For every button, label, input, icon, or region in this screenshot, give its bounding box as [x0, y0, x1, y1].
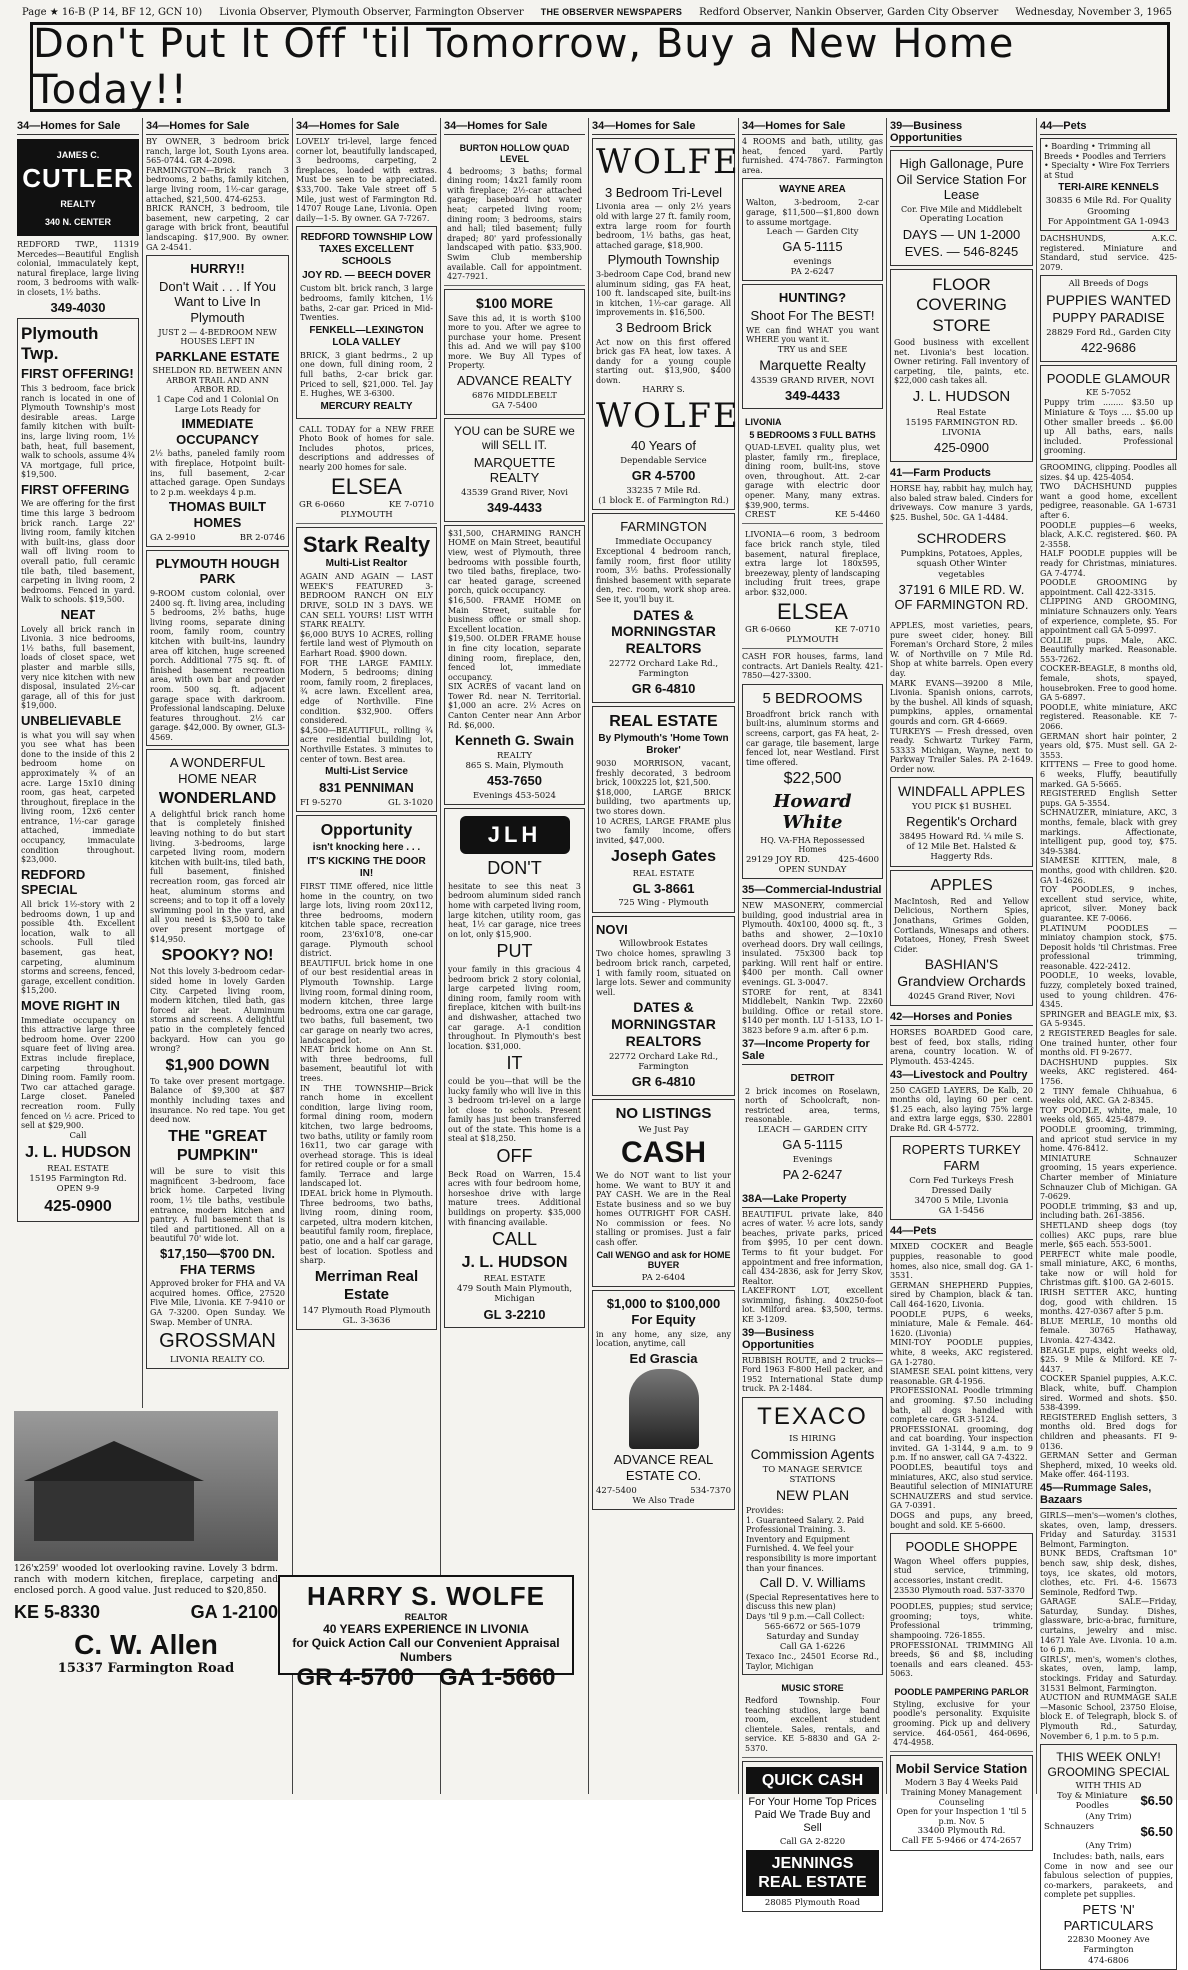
listing-text: TOY POODLE, white, male, 10 weeks old, $65. 425-4879.: [1040, 1105, 1177, 1125]
papers-right: Redford Observer, Nankin Observer, Garden City Observer: [699, 6, 999, 18]
section-heading: 44—Pets: [1040, 118, 1177, 135]
listing-text: HORSES BOARDED Good care, best of feed, box stalls, riding arena, country location. W. of Plymouth. 453-4245.: [890, 1028, 1033, 1066]
listing-text: 4 ROOMS and bath, utility, gas heat, fenced yard. Partly furnished. 474-7867. Farmington area.: [742, 137, 883, 175]
listing-text: POODLE puppies—6 weeks, black, A.K.C. registered. $60. PA 2-3558.: [1040, 520, 1177, 549]
stark-realty-ad: Stark Realty Multi-List Realtor AGAIN AND AGAIN — LAST WEEK'S FEATURED 3-BEDROOM RANCH ON ELY DRIVE, SOLD IN 3 DAYS. WE CAN SELL YOURS! LIST WITH STARK REALTY. $6,000 BUYS 10 ACRES, rolling fertile land west of Plymouth on Earhart Road. $900 down. FOR THE LARGE FAMILY. Modern, 5 bedrooms; dining room, family room, 2 fireplaces, ¾ acre lawn. Excellent area, edge of Northville. Fine condition. $32,900. Offers considered. $4,500—BEAUTIFUL, rolling ¾ acre residential building lot, Northville Estates. 3 minutes to center of town. Best area. Multi-List Service 831 PENNIMAN FI 9-5270 GL 3-1020: [296, 527, 437, 812]
allen-ad: [14, 1408, 278, 1794]
listing-text: MINI-TOY POODLE puppies, white, 8 weeks, AKC registered. GA 1-2780.: [890, 1338, 1033, 1367]
listing-text: GERMAN SHEPHERD Puppies, sired by Champion, black & tan. Call 464-1620, Livonia.: [890, 1280, 1033, 1309]
listing-text: PERFECT white male poodle, small miniature, AKC, 6 months, take now or will hold for Christmas gift. $100. GA 2-6015.: [1040, 1249, 1177, 1288]
jlh-emblem: JLH: [460, 816, 570, 854]
listing-text: REDFORD TWP., 11319 Mercedes—Beautiful English colonial, immaculately kept, natural fireplace, large living room, 3 bedrooms with walk-in closets, 1½ baths.: [17, 240, 139, 297]
page-number: Page ★ 16-B (P 14, BF 12, GCN 10): [22, 6, 203, 18]
section-heading: 37—Income Property for Sale: [742, 1036, 883, 1065]
listing-text: GERMAN short hair pointer, 2 years old, $75. Must sell. GA 2-3553.: [1040, 731, 1177, 760]
classified-columns: [14, 118, 1180, 1966]
listing-text: BRICK RANCH, 3 bedroom, tile basement, new carpeting, 2 car garage with brick front, beautiful landscaping. $17,900. By owner. GA 2-4541.: [146, 204, 289, 252]
listing-text: GIRLS—men's—women's clothes, skates, oven, lamp, dressers. Friday and Saturday. 31531 Belmont, Farmington.: [1040, 1510, 1177, 1549]
house-photo: [14, 1411, 278, 1561]
hudson-ad: Plymouth Twp. FIRST OFFERING! This 3 bedroom, face brick ranch is located in one of Plymouth Township's most desirable areas. Large family kitchen with built-ins, large living room, 1½ bath, heat, full basement, walk to schools, assume 4¾ VA mortgage, full price, $19,500. FIRST OFFERING We are offering for the first time this large 3 bedroom brick ranch. Large 22' living room, family kitchen with built-ins, glass door wall off living room to overall patio, full ceramic tile bath, tiled basement, carpeting in living room, 2 bedrooms. Fenced in yard. Walk to schools. $19,500. NEAT Lovely all brick ranch in Livonia. 3 nice bedrooms, 1½ baths, full basement, loads of closet space, wet plaster and marble sills, very nice kitchen with new disposal, insulated 2½-car garage, all of this for just $19,000. UNBELIEVABLE is what you will say when you see what has been done to the inside of this 2 bedroom home on approximately ¾ of an acre. Large 15x10 dining room, gas heat, carpeted throughout, fireplace in the living room, 12x6 center entrance, 1½-car garage attached, immediate occupancy, immaculate condition throughout. $23,000. REDFORD SPECIAL All brick 1½-story with 2 bedrooms down, 1 up and possible 4th. Excellent location, walk to all schools. Full tiled basement, gas heat, carpeting, aluminum storms and screens, fenced, garage, excellent condition. $15,200. MOVE RIGHT IN Immediate occupancy on this attractive large three bedroom home. Over 2200 square feet of living area. Extras include fireplace, carpeting throughout. Dining room. Family room. Two car attached garage. Large closet. Paneled recreation room. Fully fenced on ½ acre. Priced to sell at $29,900. Call J. L. HUDSON REAL ESTATE 15195 Farmington Rd. OPEN 9-9 425-0900: [17, 318, 139, 1222]
papers-left: Livonia Observer, Plymouth Observer, Farmington Observer: [219, 6, 524, 18]
mobil-ad: Mobil Service Station Modern 3 Bay 4 Weeks Paid Training Money Management Counseling Open for your Inspection 1 'til 5 p.m. Nov. 5 33400 Plymouth Rd. Call FE 5-9466 or 474-2657: [890, 1755, 1033, 1851]
burton-hollow-listing: BURTON HOLLOW QUAD LEVEL 4 bedrooms; 3 baths; formal dining room; 14x21 family room with fireplace; 2½-car attached garage; baseboard hot water heat; carpeted living room; dining room; 3 bedrooms, stairs and hall; tiled basement; fully draped; 80' yard professionally landscaped with patio. $33,900. Swim Club membership available. Call for appointment. 427-7921.: [444, 138, 585, 286]
column-5: [588, 118, 738, 1794]
bashian-ad: APPLES MacIntosh, Red and Yellow Delicious, Northern Spies, Jonathans, Grimes Golden, Cortlands, Winesaps and others. Potatoes, Honey, Fresh Sweet Cider. BASHIAN'S Grandview Orchards 40245 Grand River, Novi: [890, 870, 1033, 1007]
marquette-realty-ad: YOU can be SURE we will SELL IT. MARQUETTE REALTY 43539 Grand River, Novi 349-4433: [444, 418, 585, 522]
listing-text: TOY POODLES, 9 inches, excellent stud service, white, apricot, silver. Money back guarantee. KE 7-0066.: [1040, 885, 1177, 923]
listing-text: POODLE GROOMING by appointment. Call 422-3315.: [1040, 578, 1177, 597]
wolfe-ad: WOLFE 3 Bedroom Tri-Level Livonia area — only 2½ years old with large 27 ft. family room, extra large room for fourth bedroom, 1½ baths, gas heat, attached garage, $18,900. Plymouth Township 3-bedroom Cape Cod, brand new aluminum siding, gas FA heat, 100 ft. landscaped site, built-ins in kitchen, 1½-car garage. All improvements in. $16,500. 3 Bedroom Brick Act now on this first offered brick gas FA heat, low taxes. A dandy for a young couple starting out. $13,900, $400 down. HARRY S. WOLFE 40 Years of Dependable Service GR 4-5700 33235 7 Mile Rd. (1 block E. of Farmington Rd.): [592, 138, 735, 510]
listing-text: COLLIE pups. Male, AKC. Beautifully marked. Reasonable. 553-7262.: [1040, 635, 1177, 664]
listing-text: NEW MASONERY, commercial building, good industrial area in Plymouth. 40x100, 4000 sq. ft., 3 baths and shower, 2—10x10 overhead doors. Dry wall ceilings, insulated. 75x300 back top parking. Will rent half or entire. $400 per month. Call owner evenings. GL 3-0047.: [742, 901, 883, 988]
listing-text: POODLE trimming, $3 and up, including bath. 261-3856.: [1040, 1201, 1177, 1221]
listing-text: POODLES, beautiful toys and miniatures, AKC, also stud service. Beautiful selection of MINIATURE SCHNAUZERS and stud service. GA 7-0391.: [890, 1463, 1033, 1511]
listing-text: 2 REGISTERED Beagles for sale. One trained hunter, other four months old. FI 9-2677.: [1040, 1029, 1177, 1058]
listing-text: POODLE PUPS, 6 weeks, miniature, Male & Female. 464-1620. (Livonia): [890, 1309, 1033, 1338]
listing-text: HALF POODLE puppies will be ready for Christmas, miniatures. GA 7-4774.: [1040, 549, 1177, 578]
column-6: [738, 118, 886, 1908]
listing-text: MARK EVANS—39200 8 Mile, Livonia. Spanish onions, carrots, by the bushel. All kinds of squash, pumpkins, apples, ornamental gourds and corn. GR 4-6669.: [890, 678, 1033, 726]
listing-text: TURKEYS — Fresh dressed, oven ready. Schwartz Turkey Farm, 53333 Michigan, Wayne, next to Parkway Trailer Sales. PA 2-1649. Order now.: [890, 726, 1033, 774]
hudson-floor-ad: FLOOR COVERING STORE Good business with excellent net. Livonia's best location. Owner retiring. Fall inventory of carpeting, tile, paints, etc. $22,000 cash takes all. J. L. HUDSON Real Estate 15195 FARMINGTON RD. LIVONIA 425-0900: [890, 269, 1033, 462]
listing-text: CASH FOR houses, farms, land contracts. Art Daniels Realty. 421-7850—427-3300.: [742, 652, 883, 681]
listing-text: PLATINUM POODLES — miniatoy champion stock, $75. Deposit holds 'til Christmas. Free professional trimming, reasonable. 422-2412.: [1040, 923, 1177, 971]
section-heading: 43—Livestock and Poultry: [890, 1067, 1033, 1084]
poodle-glamour-ad: POODLE GLAMOUR KE 5-7052 Puppy trim ........ $3.50 up Miniature & Toys .... $5.00 up Other smaller breeds .. $6.00 up All baths, ears, nails included. Professional grooming.: [1040, 365, 1177, 460]
listing-text: COCKER-BEAGLE, 8 months old, female, shots, spayed, housebroken. Free to good home. GA 5-6897.: [1040, 664, 1177, 703]
dates-morningstar-ad-1: FARMINGTON Immediate Occupancy Exceptional 4 bedroom ranch, family room, first floor utility room, 3½ baths. Professionally finished basement with separate den, rec. room, work shop area. See it, you'll buy it. DATES & MORNINGSTAR REALTORS 22772 Orchard Lake Rd., Farmington GR 6-4810: [592, 513, 735, 703]
listing-text: REGISTERED English setters, 3 months old. Bred dogs for children and pheasants. FI 9-0136.: [1040, 1412, 1177, 1451]
column-7: [886, 118, 1036, 1847]
listing-text: CLIPPING AND GROOMING, miniature Schnauzers only. Years of experience, complete, $5. For appointment call GA 5-0997.: [1040, 597, 1177, 636]
advance-real-estate-ad: $1,000 to $100,000 For Equity in any home, any size, any location, anytime, call Ed Grascia ADVANCE REAL ESTATE CO. 427-5400 534-7370 We Also Trade: [592, 1290, 735, 1510]
listing-text: PROFESSIONAL grooming, dog and cat boarding. Your inspection invited. GA 1-3144, 9 a.m. to 9 p.m. If no answer, call GA 7-4322.: [890, 1424, 1033, 1463]
section-heading: 34—Homes for Sale: [742, 118, 883, 135]
listing-text: MINIATURE Schnauzer grooming, 15 years experience. Charter member of Miniature Schnauzer Club of Michigan. GA 7-0629.: [1040, 1153, 1177, 1202]
listing-text: POODLE, white miniature, AKC registered. Reasonable. KE 7-2066.: [1040, 702, 1177, 732]
marquette-realty-ad-2: HUNTING? Shoot For The BEST! WE can find WHAT you want WHERE you want it. TRY us and SEE Marquette Realty 43539 GRAND RIVER, NOVI 349-4433: [742, 284, 883, 409]
leach-ad-2: DETROIT 2 brick incomes on Roselawn, north of Schoolcraft, non-restricted area, terms, reasonable. LEACH — GARDEN CITY GA 5-1115 Evenings PA 2-6247: [745, 1072, 880, 1182]
listing-text: FARMINGTON—Brick ranch 3 bedrooms, 2 baths, family kitchen, large living room, 1½-car garage, attached, $21,500. 474-6253.: [146, 165, 289, 204]
listing-text: POODLES, puppies; stud service; grooming; toys, white. Professional trimming, shampooing. 726-1855.: [890, 1602, 1033, 1640]
gates-real-estate-ad: REAL ESTATE By Plymouth's 'Home Town Broker' 9030 MORRISON, vacant, freshly decorated, 3 bedroom brick, 100x225 lot, $21,500. $18,000, LARGE BRICK building, two apartments up, two stores down. 10 ACRES, LARGE FRAME plus two family income, offers invited, $47,000. Joseph Gates REAL ESTATE GL 3-8661 725 Wing - Plymouth: [592, 706, 735, 913]
listing-text: 2 TINY female Chihuahua, 6 weeks old, AKC. GA 2-8345.: [1040, 1086, 1177, 1106]
listing-text: POODLE, 10 weeks, lovable, fuzzy, completely boxed trained, used to young children. 476-4345.: [1040, 971, 1177, 1010]
listing-text: KITTENS — Free to good home. 6 weeks, Fluffy, beautifully marked. GA 5-5665.: [1040, 760, 1177, 789]
listing-text: PROFESSIONAL Poodle trimming and grooming. $7.50 including bath, all dogs handled with complete care. GR 3-5124.: [890, 1386, 1033, 1425]
harry-wolfe-banner-ad: HARRY S. WOLFE REALTOR 40 YEARS EXPERIENCE IN LIVONIA for Quick Action Call our Convenient Appraisal Numbers GR 4-5700 GA 1-5660: [278, 1575, 574, 1675]
puppy-paradise-ad: All Breeds of Dogs PUPPIES WANTED PUPPY PARADISE 28829 Ford Rd., Garden City 422-9686: [1040, 275, 1177, 361]
listing-text: SCHNAUZER, miniature, AKC, 3 months, female, black with grey markings. Affectionate, intelligent pup, good toy, $75. 349-5384.: [1040, 808, 1177, 856]
listing-text: BEAGLE pups, eight weeks old, $25. 9 Mile & Milford. KE 7-4437.: [1040, 1345, 1177, 1374]
merriman-ad: Opportunity isn't knocking here . . . IT'S KICKING THE DOOR IN! FIRST TIME offered, nice little home in the country, on two large lots, living room 20x112, three bedrooms, modern kitchen table space, recreation room, 23'6x10'8, one-car garage. Plymouth school district. BEAUTIFUL brick home in one of our best residential areas in Plymouth Township. Large living room, formal dining room, modern kitchen, three large bedrooms, extra one car garage, two baths, full basement, two car garage on nearly two acres, landscaped lot. NEAT brick home on Ann St. with three bedrooms, full basement, beautiful lot with trees. IN THE TOWNSHIP—Brick ranch home in excellent condition, large living room, formal dining room, modern kitchen, two large bedrooms, two baths, utility or family room 16x11, two car garage with overhead storage. This is ideal for retired couple or for a small family. Terrace and large landscaped lot. IDEAL brick home in Plymouth. Three bedrooms, two baths, living room, dining room, carpeted, ultra modern kitchen, beautiful family room, fireplace, patio, one and a half car garage, best of location. Spotless and sharp. Merriman Real Estate 147 Plymouth Road Plymouth GL. 3-3636: [296, 815, 437, 1330]
listing-text: 250 CAGED LAYERS, De Kalb, 20 months old, laying 60 per cent. $1.25 each, also laying 75% large and extra large eggs, $30. 22801 Drake Rd. GR 4-5772.: [890, 1085, 1033, 1133]
headline-banner: Don't Put It Off 'til Tomorrow, Buy a New Home Today!!: [30, 22, 1170, 112]
listing-text: POODLE grooming, trimming, and apricot stud service in my home. 476-8412.: [1040, 1124, 1177, 1154]
pure-oil-ad: High Gallonage, Pure Oil Service Station For Lease Cor. Five Mile and Middlebelt Operating Location DAYS — UN 1-2000 EVES. — 546-8245: [890, 150, 1033, 266]
schroders-ad: SCHRODERS Pumpkins, Potatoes, Apples, squash Other Winter vegetables 37191 6 MILE RD. W. OF FARMINGTON RD.: [894, 530, 1029, 613]
advance-realty-ad: $100 MORE Save this ad, it is worth $100 more to you. After we agree to purchase your home. Present this ad. And we will pay $100 more. We Buy All Types of Property. ADVANCE REALTY 6876 MIDDLEBELT GA 7-5400: [444, 289, 585, 415]
listing-text: LAKEFRONT LOT, excellent swimming, fishing. 40x250-foot lot. Milford area. $3,500, terms. KE 3-1209.: [742, 1286, 883, 1325]
section-heading: 41—Farm Products: [890, 465, 1033, 482]
section-heading: 34—Homes for Sale: [17, 118, 139, 135]
section-heading: 34—Homes for Sale: [296, 118, 437, 135]
section-heading: 42—Horses and Ponies: [890, 1009, 1033, 1026]
section-heading: 35—Commercial-Industrial: [742, 882, 883, 899]
listing-text: GARAGE SALE—Friday, Saturday, Sunday. Dishes, glassware, bric-a-brac, furniture, curtains, jewelry and misc. 14671 Yale Ave. Livonia. 10 a.m. to 6 p.m.: [1040, 1597, 1177, 1655]
pets-n-particulars-ad: THIS WEEK ONLY! GROOMING SPECIAL WITH THIS AD Toy & Miniature Poodles $6.50 (Any Trim) Schnauzers $6.50 (Any Trim) Includes: bath, nails, ears Come in now and see our fabulous selection of puppies, co-markers, parakeets, and complete pet supplies. PETS 'N' PARTICULARS 22830 Mooney Ave Farmington 474-6806: [1040, 1744, 1177, 1970]
section-heading: 44—Pets: [890, 1223, 1033, 1240]
listing-text: BY OWNER, 3 bedroom brick ranch, large lot, South Lyons area. 565-0744. GR 4-2098.: [146, 137, 289, 166]
listing-text: SHETLAND sheep dogs (toy collies) AKC pups, rare blue merle, $65 each. 553-5001.: [1040, 1220, 1177, 1250]
music-store-listing: MUSIC STORE Redford Township. Four teaching studios, large band room, excellent student clientele. Sales, rentals, and service. KE 5-8830 and GA 2-5370.: [742, 1678, 883, 1757]
phone-number: 349-4030: [50, 299, 106, 315]
listing-text: STORE for rent, at 8341 Middlebelt, Nankin Twp. 22x60 building. Office or retail store. $140 per month. LU 1-5133, LO 1-3823 before 9 a.m. after 6 p.m.: [742, 987, 883, 1036]
listing-text: SPRINGER and BEAGLE mix, $3. GA 5-9345.: [1040, 1009, 1177, 1029]
listing-text: TWO DACHSHUND puppies want a good home, excellent pedigree, reasonable. GA 1-6731 after 6.: [1040, 482, 1177, 520]
listing-text: PROFESSIONAL TRIMMING All breeds, $6 and $8, including toenails and ears cleaned. 453-5063.: [890, 1640, 1033, 1679]
listing-text: BUNK BEDS, Craftsman 10" bench saw, ship desk, dishes, toys, ice skates, old motors, clothes, etc. Fri. 4-6. 15673 Seminole, Redford Twp.: [1040, 1549, 1177, 1597]
section-heading: 39—Business Opportunities: [890, 118, 1033, 147]
column-3: [292, 118, 440, 1794]
roperts-turkey-ad: ROPERTS TURKEY FARM Corn Fed Turkeys Fresh Dressed Daily 34700 5 Mile, Livonia GA 1-5456: [890, 1136, 1033, 1220]
listing-text: IRISH SETTER AKC, hunting dog, good with children. 15 months. 427-0367 after 5 p.m.: [1040, 1288, 1177, 1317]
listing-text: COCKER Spaniel puppies, A.K.C. Black, white, buff. Champion sired. Wormed and shots. $50. 538-4399.: [1040, 1374, 1177, 1413]
column-8: [1036, 118, 1180, 1966]
allen-name: C. W. Allen: [74, 1629, 218, 1661]
listing-text: APPLES, most varieties, pears, pure sweet cider, honey. Bill Foreman's Orchard Store, 2 miles W. of Northville on 7 Mile Rd. Shop at white barrels. Open every day.: [890, 620, 1033, 678]
section-heading: 34—Homes for Sale: [444, 118, 585, 135]
grossman-ad: A WONDERFUL HOME NEAR WONDERLAND A delightful brick ranch home that is completely finished leaving nothing to do but start living. 3-bedrooms, large carpeted living room, modern kitchen with built-ins, tiled bath, full basement, finished recreation room, gas forced air heat, aluminum storms and screens; and to top it off a lovely swimming pool in the yard, and all you need is $3,500 to take over present mortgage of $14,950. SPOOKY? NO! Not this lovely 3-bedroom cedar-sided home in lovely Garden City. Carpeted living room, modern kitchen, tiled bath, gas forced air heat. Aluminum storms and screens. A delightful patio in the completely fenced backyard. How can you go wrong? $1,900 DOWN To take over present mortgage. Balance of $9,300 at $87 monthly including taxes and insurance. No red tape. You get deed now. THE "GREAT PUMPKIN" will be sure to visit this magnificent 3-bedroom, face brick home. Carpeted living room, 1½ tile baths, vestibule entrance, modern kitchen and pantry. A full basement that is tiled and partitioned. All on a beautiful 70' wide lot. $17,150—$700 DN. FHA TERMS Approved broker for FHA and VA acquired homes. Office, 27520 Five Mile, Livonia. KE 7-9410 or GA 7-3200. Open Sunday. We Swap. Member of UNRA. GROSSMAN LIVONIA REALTY CO.: [146, 749, 289, 1369]
swain-realty-ad: $31,500, CHARMING RANCH HOME on Main Street, beautiful view, west of Plymouth, three bedrooms with possible fourth, two tiled baths, fireplace, two-car heated garage, screened porch, quick occupancy. $16,500. FRAME HOME on Main Street, suitable for business office or small shop. Excellent location. $19,500. OLDER FRAME house in fine city location, separate dining room, fireplace, den, fenced lot, immediate occupancy. SIX ACRES of vacant land on Tower Rd. near N. Territorial. $1,000 an acre. 2½ Acres on Canton Center near Ann Arbor Rd. $6,000. Kenneth G. Swain REALTY 865 S. Main, Plymouth 453-7650 Evenings 453-5024: [444, 525, 585, 805]
listing-text: RUBBISH ROUTE, and 2 trucks—Ford 1963 F-800 Heil packer, and 1952 International State dump truck. PA 2-1484.: [742, 1355, 883, 1394]
wengo-cash-ad: NO LISTINGS We Just Pay CASH We do NOT want to list your home. We want to BUY it and PAY CASH. We are in the Real Estate business and so we buy homes OUTRIGHT FOR CASH. No commission or fees. No stalling or promises. Just a fair cash offer. Call WENGO and ask for HOME BUYER PA 2-6404: [592, 1099, 735, 1288]
listing-text: REGISTERED English Setter pups. GA 5-3554.: [1040, 789, 1177, 808]
texaco-ad: TEXACO IS HIRING Commission Agents TO MANAGE SERVICE STATIONS NEW PLAN Provides: 1. Guaranteed Salary. 2. Paid Professional Training. 3. Inventory and Equipment Furnished. 4. We feel your responsibility is more important than your finances. Call D. V. Williams (Special Representatives here to discuss this new plan) Days 'til 9 p.m.—Call Collect: 565-6672 or 565-1079 Saturday and Sunday Call GA 1-6226 Texaco Inc., 24501 Ecorse Rd., Taylor, Michigan: [742, 1397, 883, 1675]
mercury-realty-ad: REDFORD TOWNSHIP LOW TAXES EXCELLENT SCHOOLS JOY RD. — BEECH DOVER Custom blt. brick ranch, 3 large bedrooms, family kitchen, 1½ baths, 2-car gar. Priced in Mid-Twenties. FENKELL—LEXINGTON LOLA VALLEY BRICK, 3 giant bedrms., 2 up one down, full dining room, 2 full baths, 2-car brick gar. Priced to sell, $21,000. Tel. Jay E. Hughes, WE 3-6300. MERCURY REALTY: [296, 226, 437, 418]
howard-white-ad: 5 BEDROOMS Broadfront brick ranch with built-ins, aluminum storms and screens, carport, gas FA heat, 2-car garage, tile basement, large fenced lot, near Westland. First time offered. $22,500 Howard White HQ. VA-FHA Repossessed Homes 29129 JOY RD. 425-4600 OPEN SUNDAY: [742, 684, 883, 880]
listing-text: 126'x259' wooded lot overlooking ravine. Lovely 3 bdrm. ranch with modern kitchen, fireplace, carpeting and enclosed porch. A good value. Just reduced to $20,850.: [14, 1564, 278, 1596]
listing-text: SIAMESE KITTEN, male, 8 months, good with children. $20. GA 1-4626.: [1040, 856, 1177, 885]
masthead: THE OBSERVER NEWSPAPERS: [540, 7, 683, 17]
crest-listing: LIVONIA 5 BEDROOMS 3 FULL BATHS QUAD-LEVEL quality plus, wet plaster, family rm., fireplace, dining room, built-ins, stove oven, throughout. Att. 2-car garage with electric door opener. Many, many extras. $39,900, terms. CREST KE 5-4460: [742, 412, 883, 524]
dates-morningstar-ad-2: NOVI Willowbrook Estates Two choice homes, sprawling 3 bedroom brick ranch, carpeted, 1 with family room, situated on large lots. Sewer and community well. DATES & MORNINGSTAR REALTORS 22772 Orchard Lake Rd., Farmington GR 6-4810: [592, 916, 735, 1096]
elsea-ad: CALL TODAY for a NEW FREE Photo Book of homes for sale. Includes photos, prices, descriptions and addresses of nearly 200 homes for sale. ELSEA GR 6-0660 KE 7-0710 PLYMOUTH: [296, 422, 437, 524]
listing-text: BEAUTIFUL private lake, 840 acres of water. ½ acre lots, sandy beaches, private parks, priced from $995, 10 per cent down. Terms to fit your budget. For appointment and free information, call 434-2836, ask for Jerry Skov, Realtor.: [742, 1209, 883, 1286]
portrait-photo: [629, 1369, 699, 1449]
section-heading: 34—Homes for Sale: [146, 118, 289, 135]
elsea-ad-2: LIVONIA—6 room, 3 bedroom face brick ranch style, tiled basement, natural fireplace, extra large lot 180x595, breezeway, plenty of landscaping including fruit trees, grape arbor. $32,000. ELSEA GR 6-0660 KE 7-0710 PLYMOUTH: [742, 527, 883, 649]
listing-text: DACHSHUND puppies. Six weeks, AKC registered. 464-1756.: [1040, 1057, 1177, 1087]
listing-text: GERMAN Setter and German Shepherd, mixed, 10 weeks old. Make offer. 464-1193.: [1040, 1451, 1177, 1480]
listing-text: HORSE hay, rabbit hay, mulch hay, also baled straw baled. Cinders for driveways. Cow manure 3 yards, $25. Bushel, 50c. GA 1-4484.: [890, 484, 1033, 522]
section-heading: 39—Business Opportunities: [742, 1325, 883, 1354]
listing-text: DACHSHUNDS, A.K.C. registered. Miniature and Standard, stud service. 425-2079.: [1040, 233, 1177, 272]
hough-park-ad: PLYMOUTH HOUGH PARK 9-ROOM custom colonial, over 2400 sq. ft. living area, including 5 bedrooms, 2½ baths, huge living rooms, separate dining room, family room, country kitchen with built-ins, laundry area off kitchen, huge screened porch. Additional 775 sq. ft. of finished basement recreation area, with own bar and powder room. 500 sq. ft. adjacent garage space with darkroom. Professional landscaping. Deluxe features throughout. 2½ car garage. $42,000. By owner, GL3-4569.: [146, 550, 289, 747]
allen-address: 15337 Farmington Road: [57, 1661, 235, 1677]
column-4: [440, 118, 588, 1794]
thomas-built-ad: HURRY!! Don't Wait . . . If You Want to Live In Plymouth JUST 2 — 4-BEDROOM NEW HOUSES LEFT IN PARKLANE ESTATE SHELDON RD. BETWEEN ANN ARBOR TRAIL AND ANN ARBOR RD. 1 Cape Cod and 1 Colonial On Large Lots Ready for IMMEDIATE OCCUPANCY 2½ baths, paneled family room with fireplace, Hotpoint built-ins, full basement, 2-car attached garage. Open Sundays to 2 p.m. weekdays 4 p.m. THOMAS BUILT HOMES GA 2-9910 BR 2-0746: [146, 255, 289, 547]
regentik-ad: WINDFALL APPLES YOU PICK $1 BUSHEL Regentik's Orchard 38495 Howard Rd. ¼ mile S. of 12 Mile Bet. Halsted & Haggerty Rds.: [890, 777, 1033, 866]
cutler-realty-logo: JAMES C. CUTLER REALTY 340 N. CENTER: [17, 139, 139, 236]
jlh-hudson-ad: JLH DON'T hesitate to see this neat 3 bedroom aluminum sided ranch home with carpeted living room, large kitchen, utility room, gas heat, 1½ car garage, nice trees on lot, only $15,900. PUT your family in this gracious 4 bedroom brick 2 story colonial, large carpeted living room, dining room, family room with fireplace, kitchen with built-ins and dishwasher, attached two car garage. A-1 condition throughout. In Plymouth's best location. $31,000. IT could be you—that will be the lucky family who will live in this 3 bedroom tri-level on a large lot close to schools. Present family has just been transferred out of the state. This home is a steal at $18,250. OFF Beck Road on Warren, 15.4 acres with four bedroom home, horseshoe drive with large mature trees. Additional buildings on property. $35,000 with financing available. CALL J. L. HUDSON REAL ESTATE 479 South Main Plymouth, Michigan GL 3-2210: [444, 808, 585, 1328]
listing-text: SIAMESE SEAL point kittens, very reasonable. GR 4-1956.: [890, 1367, 1033, 1386]
jennings-ad: QUICK CASH For Your Home Top Prices Paid We Trade Buy and Sell Call GA 2-8220 JENNINGS REAL ESTATE 28085 Plymouth Road: [742, 1761, 883, 1913]
listing-text: LOVELY tri-level, large fenced corner lot, beautifully landscaped, 3 bedrooms, carpeting, 2 fireplaces, loaded with extras. Must be seen to be appreciated. $33,700. Take Vale street off 5 Mile, just west of Farmington Rd. 14707 Rouge Lane, Livonia. Open daily—1-5. By owner. GA 7-7267.: [296, 137, 437, 223]
teri-aire-ad: • Boarding • Trimming all Breeds • Poodles and Terriers • Specialty • Wire Fox Terriers at Stud TERI-AIRE KENNELS 30835 6 Mile Rd. For Quality Grooming For Appointment GA 1-0943: [1040, 138, 1177, 231]
wolfe-name: HARRY S. WOLFE: [307, 1581, 545, 1611]
leach-ad: WAYNE AREA Walton, 3-bedroom, 2-car garage, $11,500—$1,800 down to assume mortgage. Leach — Garden City GA 5-1115 evenings PA 2-6247: [742, 178, 883, 281]
listing-text: GROOMING, clipping. Poodles all sizes. $4 up. 425-4054.: [1040, 463, 1177, 482]
poodle-shoppe-ad: POODLE SHOPPE Wagon Wheel offers puppies, stud service, trimming, accessories, instant credit. 23530 Plymouth road. 537-3370: [890, 1533, 1033, 1599]
pampering-listing: POODLE PAMPERING PARLOR Styling, exclusive for your poodle's personality. Exquisite grooming. Pick up and delivery service. 464-0561, 464-0696, 474-4958.: [890, 1682, 1033, 1752]
running-header: [22, 4, 1172, 20]
section-heading: 38A—Lake Property: [742, 1191, 883, 1208]
listing-text: MIXED COCKER and Beagle puppies, reasonable to good homes, also nice, small dog. GA 1-3531.: [890, 1242, 1033, 1281]
listing-text: AUCTION and RUMMAGE SALE—Masonic School, 23750 Eloise, block E. of Telegraph, block S. of Plymouth Rd., Saturday, November 6, 1 p.m. to 5 p.m.: [1040, 1693, 1177, 1741]
issue-date: Wednesday, November 3, 1965: [1015, 6, 1172, 18]
section-heading: 34—Homes for Sale: [592, 118, 735, 135]
listing-text: DOGS and pups, any breed, bought and sold. KE 5-6600.: [890, 1511, 1033, 1530]
listing-text: GIRLS', men's, women's clothes, skates, oven, lamp, lamp, stockings. Friday and Saturday. 31531 Belmont, Farmington.: [1040, 1654, 1177, 1693]
allen-phones: KE 5-8330 GA 1-2100: [14, 1602, 278, 1623]
section-heading: 45—Rummage Sales, Bazaars: [1040, 1480, 1177, 1509]
listing-text: BLUE MERLE, 10 months old female. 30765 Hathaway, Livonia. 427-4342.: [1040, 1316, 1177, 1346]
